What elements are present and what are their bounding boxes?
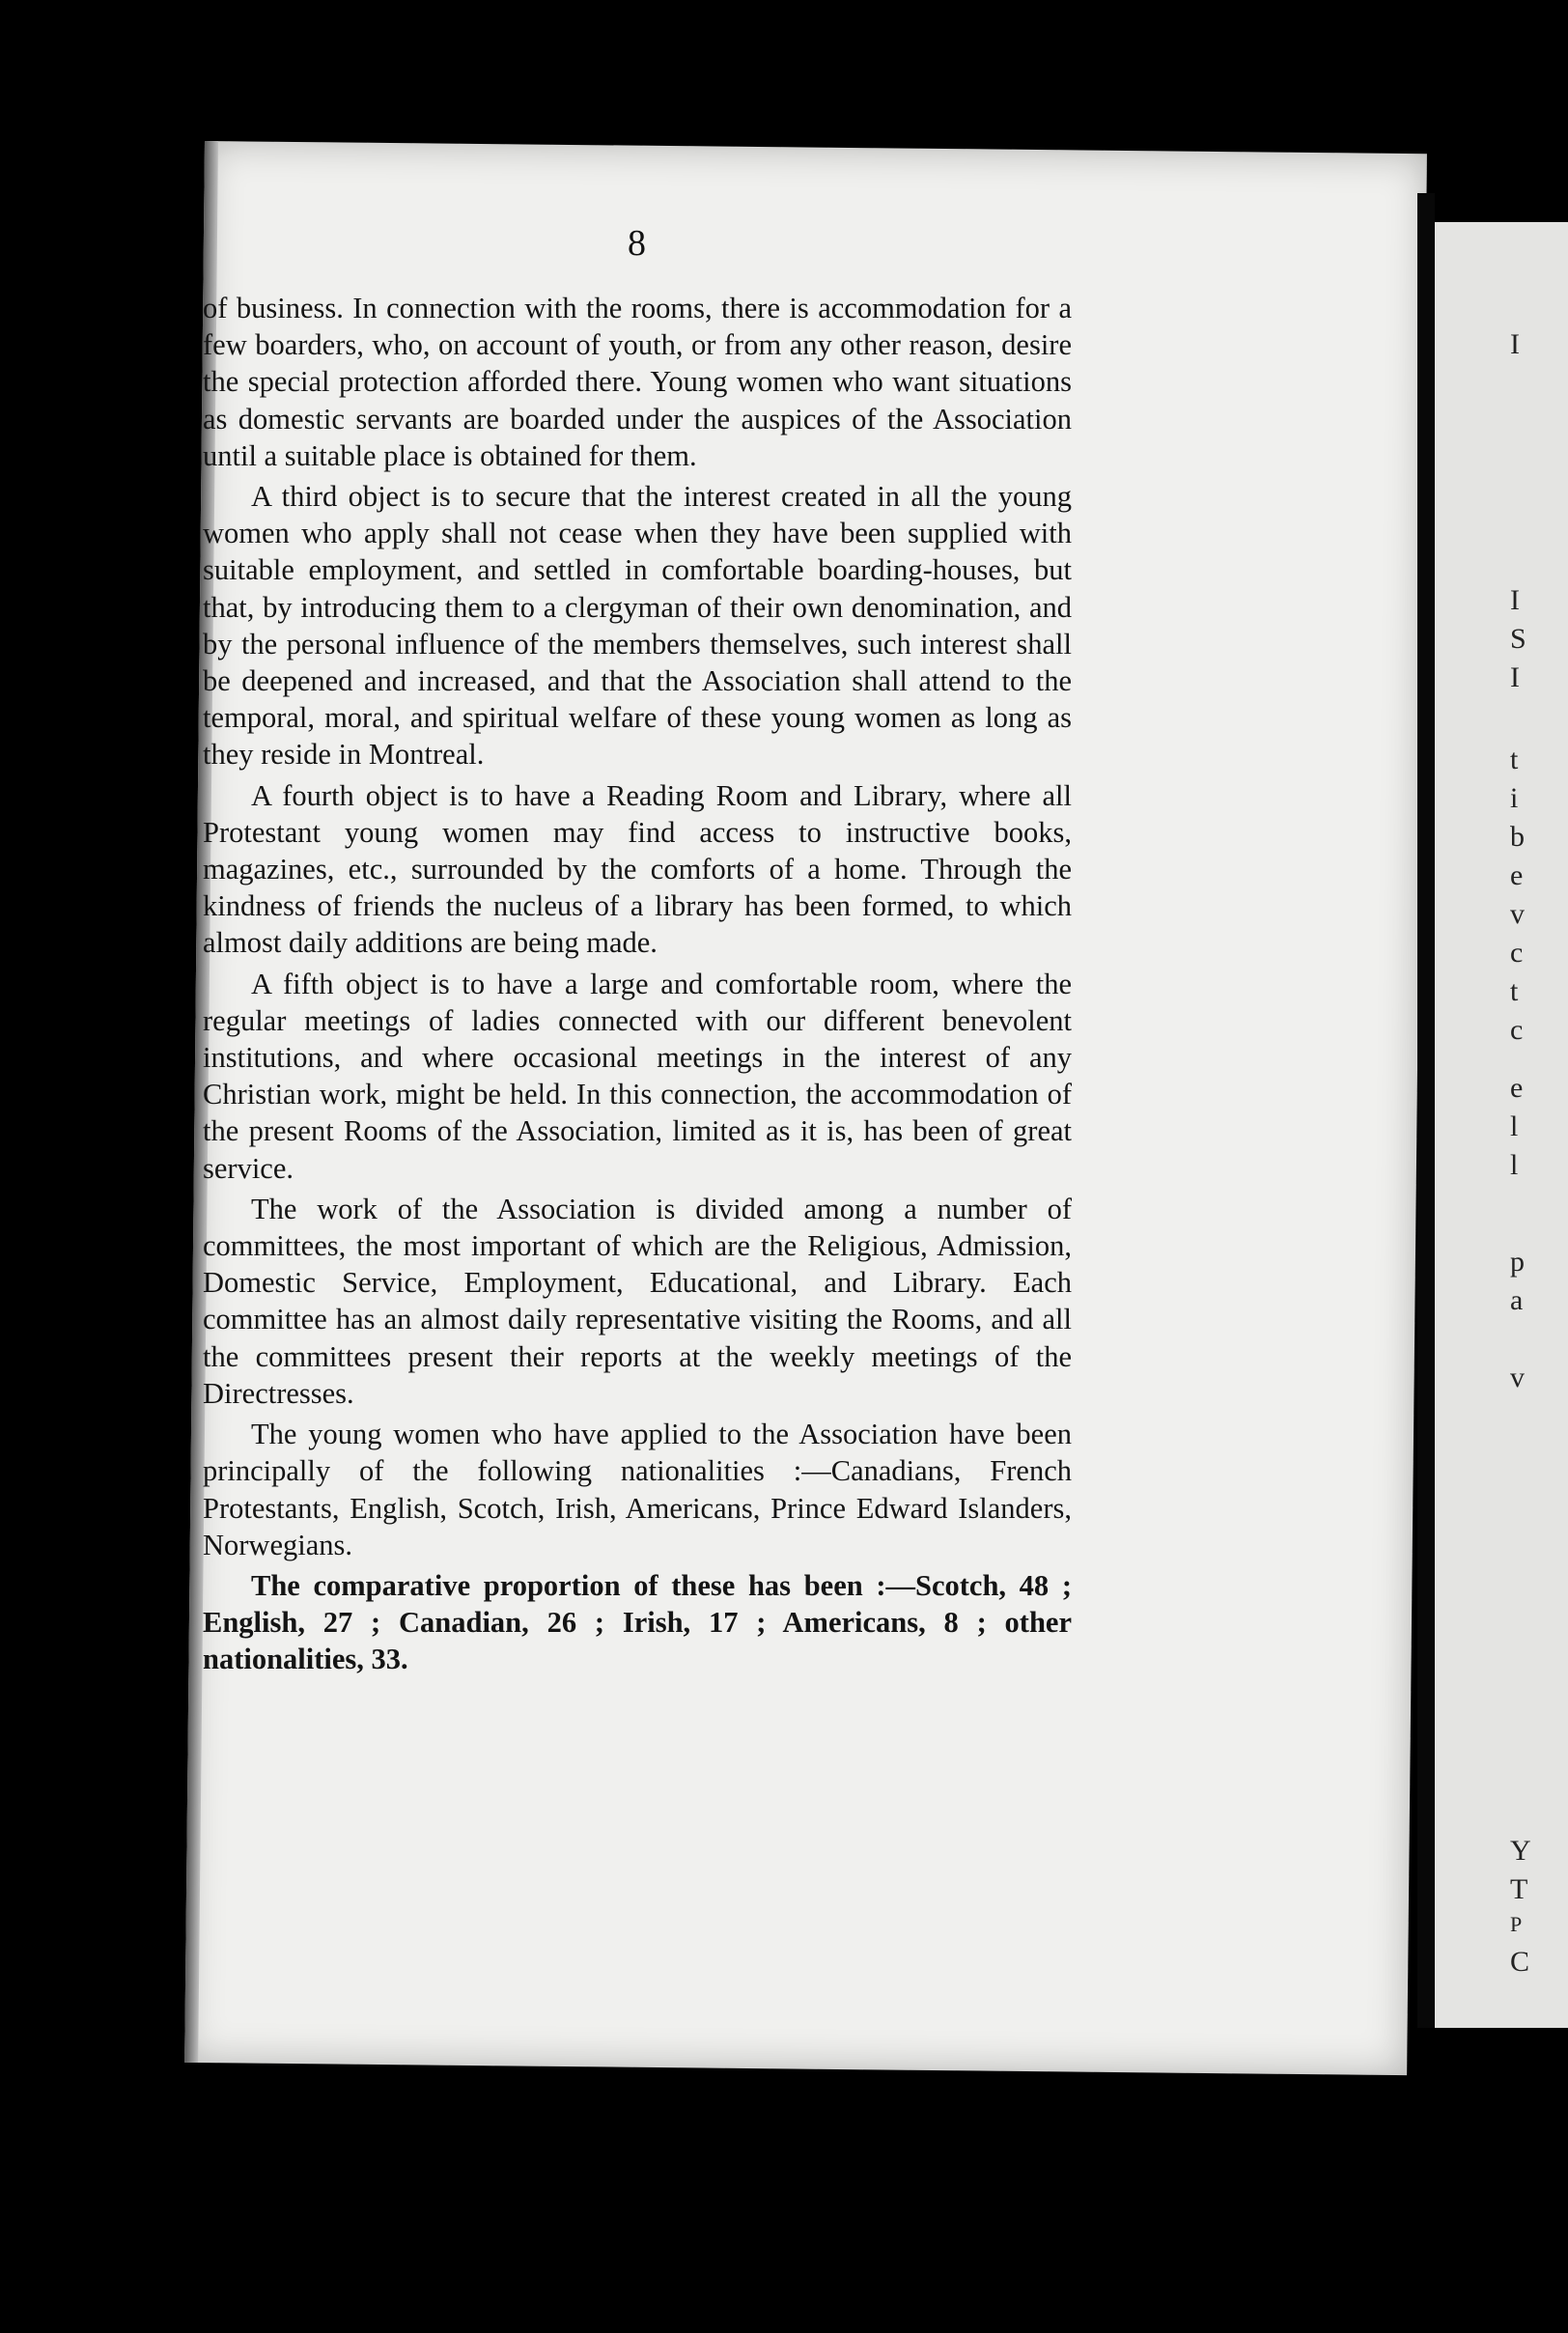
next-page-letter: S	[1510, 623, 1526, 655]
paragraph: The comparative proportion of these has been :—Scotch, 48 ; English, 27 ; Canadian, 26 ; Irish, 17 ; Americans, 8 ; other nationalities, 33.	[203, 1568, 1072, 1676]
next-page-letter: I	[1510, 584, 1520, 616]
next-page-letter: a	[1510, 1284, 1524, 1316]
next-page-letter: p	[1510, 1246, 1525, 1278]
next-page-letter: t	[1510, 975, 1519, 1007]
next-page-letter: c	[1510, 1014, 1524, 1046]
next-page-letter: c	[1510, 937, 1524, 969]
next-page-letter: C	[1510, 1946, 1530, 1978]
next-page-letter: T	[1510, 1873, 1528, 1905]
paragraph: A third object is to secure that the interest created in all the young women who apply shall not cease when they have been supplied with suitable employment, and settled in comfortable boarding-houses, but that, by introducing them to a clergyman of their own denomination, and by the personal influence of the members themselves, such interest shall be deepened and increased, and that the Association shall attend to the temporal, moral, and spiritual welfare of these young women as long as they reside in Montreal.	[203, 480, 1072, 772]
next-page-letter: I	[1510, 661, 1520, 693]
next-page-letter: v	[1510, 1362, 1525, 1393]
book-binding-gutter	[1417, 193, 1435, 2028]
next-page-letter: Y	[1510, 1835, 1531, 1867]
next-page-letter: l	[1510, 1110, 1519, 1142]
next-page-letter: I	[1510, 328, 1520, 360]
adjacent-page-fragment	[1435, 222, 1568, 2028]
next-page-letter: v	[1510, 898, 1525, 930]
next-page-letter: e	[1510, 1072, 1524, 1104]
paragraph: A fourth object is to have a Reading Room and Library, where all Protestant young women may find access to instructive books, magazines, etc., surrounded by the comforts of a home. Through the kindness of friends the nucleus of a library has been formed, to which almost daily additions are being made.	[203, 778, 1072, 960]
paragraph: of business. In connection with the rooms, there is accommodation for a few boarders, who, on account of youth, or from any other reason, desire the special protection afforded there. Young women who want situations as domestic servants are boarded under the auspices of the Association until a suitable place is obtained for them.	[203, 292, 1072, 472]
next-page-letter: e	[1510, 859, 1524, 891]
next-page-letter: P	[1510, 1912, 1523, 1936]
paragraph: The work of the Association is divided among a number of committees, the most important of which are the Religious, Admission, Domestic Service, Employment, Educational, and Library. Each committee has an almost daily representative visiting the Rooms, and all the committees present their reports at the weekly meetings of the Directresses.	[203, 1192, 1072, 1410]
paragraph: A fifth object is to have a large and comfortable room, where the regular meetings of ladies connected with our different benevolent institutions, and where occasional meetings in the interest of any Christian work, might be held. In this connection, the accommodation of the present Rooms of the Association, limited as it is, has been of great service.	[203, 967, 1072, 1185]
next-page-letter: i	[1510, 782, 1519, 814]
next-page-letter: t	[1510, 744, 1519, 775]
paragraph: The young women who have applied to the Association have been principally of the following nationalities :—Canadians, French Protestants, English, Scotch, Irish, Americans, Prince Edward Islanders, Norwegians.	[203, 1418, 1072, 1561]
next-page-letter: b	[1510, 821, 1525, 853]
body-text	[203, 290, 1072, 1682]
next-page-letter: l	[1510, 1149, 1519, 1181]
page-number: 8	[628, 223, 646, 264]
